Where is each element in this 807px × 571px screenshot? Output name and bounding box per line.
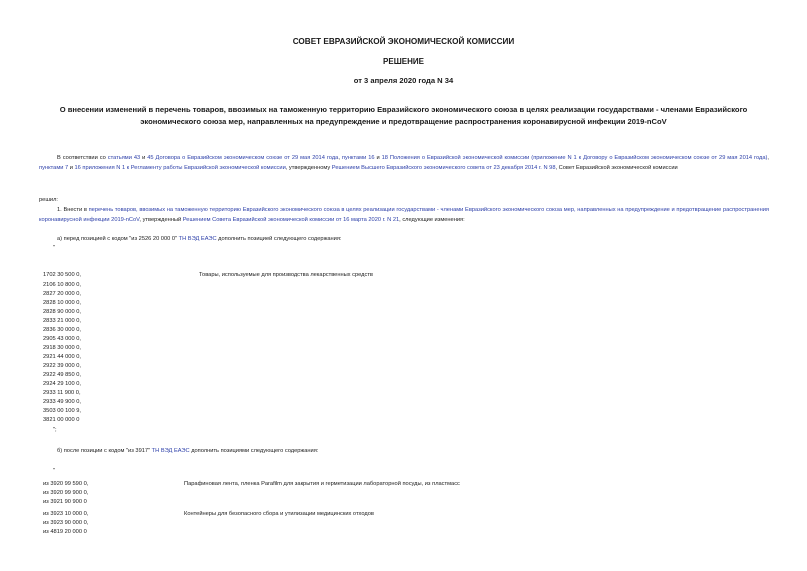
item-1-text: , следующие изменения: bbox=[399, 216, 465, 223]
document-title: О внесении изменений в перечень товаров, ввозимых на таможенную территорию Евразийского экономического союза в целях реализации государствами - членами Евразийского экономического союза мер, направленных на предупреждение и предотвращение распространения коронавирусной инфекции 2019-nCoV bbox=[59, 105, 748, 126]
document-type: РЕШЕНИЕ bbox=[383, 57, 424, 66]
code-row: 3821 00 000 0 bbox=[43, 417, 80, 423]
document-date: от 3 апреля 2020 года N 34 bbox=[353, 76, 454, 85]
link-regulation-18[interactable]: 18 Положения о Евразийской экономической комиссии (приложение N 1 к Договору о Евразийском экономическом союзе от 29 мая 2014 года) bbox=[381, 155, 768, 161]
code-row: 2828 10 000 0, bbox=[43, 300, 81, 306]
link-decision-21[interactable]: Решением Совета Евразийской экономической комиссии от 16 марта 2020 г. N 21 bbox=[182, 216, 400, 223]
code-row: 2828 90 000 0, bbox=[43, 309, 81, 315]
code-row: 2924 29 100 0, bbox=[43, 381, 81, 387]
link-goods-list[interactable]: перечень товаров, ввозимых на таможенную территорию Евразийского экономического союза в целях реализации государствами - членами Евразийского экономического союза мер, направленных на предупреждение и предотвращение распространения коронавирусной инфекции 2019-nCoV bbox=[39, 207, 769, 223]
open-quote: " bbox=[53, 468, 56, 474]
link-article-43[interactable]: статьями 43 bbox=[107, 155, 141, 161]
preamble-text: , утвержденному bbox=[285, 164, 332, 171]
preamble-text: , Совет Евразийской экономической комиссии bbox=[555, 164, 678, 171]
code-row: 2106 10 800 0, bbox=[43, 282, 81, 288]
item-a-description: Товары, используемые для производства лекарственных средств bbox=[199, 272, 373, 278]
link-tn-ved[interactable]: ТН ВЭД ЕАЭС bbox=[151, 448, 190, 454]
preamble-text: В соответствии со bbox=[57, 155, 108, 161]
link-tn-ved[interactable]: ТН ВЭД ЕАЭС bbox=[178, 236, 217, 242]
item-1-text: , утвержденный bbox=[139, 216, 183, 223]
sub-item-b bbox=[57, 447, 318, 456]
item-1-text: 1. Внести в bbox=[57, 207, 89, 213]
preamble-text: и bbox=[374, 155, 382, 161]
link-points-16[interactable]: пунктами 16 bbox=[341, 155, 375, 161]
sub-item-b-text: б) после позиции с кодом "из 3917" bbox=[57, 448, 152, 454]
code-row: 2836 30 000 0, bbox=[43, 327, 81, 333]
code-row: из 3923 10 000 0, bbox=[43, 511, 89, 517]
code-row: 2933 49 900 0, bbox=[43, 399, 81, 405]
sub-item-a-text: дополнить позицией следующего содержания: bbox=[216, 236, 342, 242]
resolved-label: решил: bbox=[39, 197, 58, 203]
code-row: 2827 20 000 0, bbox=[43, 291, 81, 297]
code-row: 2922 49 850 0, bbox=[43, 372, 81, 378]
close-quote: "; bbox=[53, 427, 57, 433]
preamble-paragraph bbox=[39, 154, 769, 173]
code-row: из 3921 90 900 0 bbox=[43, 499, 87, 505]
code-row: из 3920 99 590 0, bbox=[43, 481, 89, 487]
sub-item-b-text: дополнить позициями следующего содержания: bbox=[189, 448, 319, 454]
code-row: 2918 30 000 0, bbox=[43, 345, 81, 351]
group-2-description: Контейнеры для безопасного сбора и утилизации медицинских отходов bbox=[184, 511, 374, 517]
preamble-text: , bbox=[338, 155, 342, 161]
issuing-body: СОВЕТ ЕВРАЗИЙСКОЙ ЭКОНОМИЧЕСКОЙ КОМИССИИ bbox=[292, 37, 515, 46]
link-points-7[interactable]: пунктами 7 bbox=[39, 164, 69, 171]
item-1-paragraph bbox=[39, 206, 769, 225]
code-row: из 3920 99 900 0, bbox=[43, 490, 89, 496]
link-treaty-article-45[interactable]: 45 Договора о Евразийском экономическом союзе от 29 мая 2014 года bbox=[147, 155, 339, 161]
link-annex-16[interactable]: 16 приложения N 1 к Регламенту работы Евразийской экономической комиссии bbox=[74, 164, 286, 171]
preamble-text: и bbox=[68, 164, 75, 171]
code-row: 2933 11 900 0, bbox=[43, 390, 81, 396]
sub-item-a-text: а) перед позицией с кодом "из 2526 20 000 0" bbox=[57, 236, 179, 242]
code-row: 2922 39 000 0, bbox=[43, 363, 81, 369]
code-row: из 3923 90 000 0, bbox=[43, 520, 89, 526]
code-row: 1702 30 500 0, bbox=[43, 272, 81, 278]
sub-item-a bbox=[57, 235, 342, 244]
code-row: 3503 00 100 9, bbox=[43, 408, 81, 414]
preamble-text: и bbox=[140, 155, 148, 161]
group-1-description: Парафиновая лента, пленка Parafilm для закрытия и герметизации лабораторной посуды, из пластмасс bbox=[184, 481, 460, 487]
code-row: 2921 44 000 0, bbox=[43, 354, 81, 360]
code-row: 2833 21 000 0, bbox=[43, 318, 81, 324]
preamble-text: , bbox=[767, 155, 769, 161]
open-quote: " bbox=[53, 245, 56, 251]
code-row: 2905 43 000 0, bbox=[43, 336, 81, 342]
link-supreme-council-decision[interactable]: Решением Высшего Евразийского экономического совета от 23 декабря 2014 г. N 98 bbox=[331, 164, 556, 171]
code-row: из 4819 20 000 0 bbox=[43, 529, 87, 535]
